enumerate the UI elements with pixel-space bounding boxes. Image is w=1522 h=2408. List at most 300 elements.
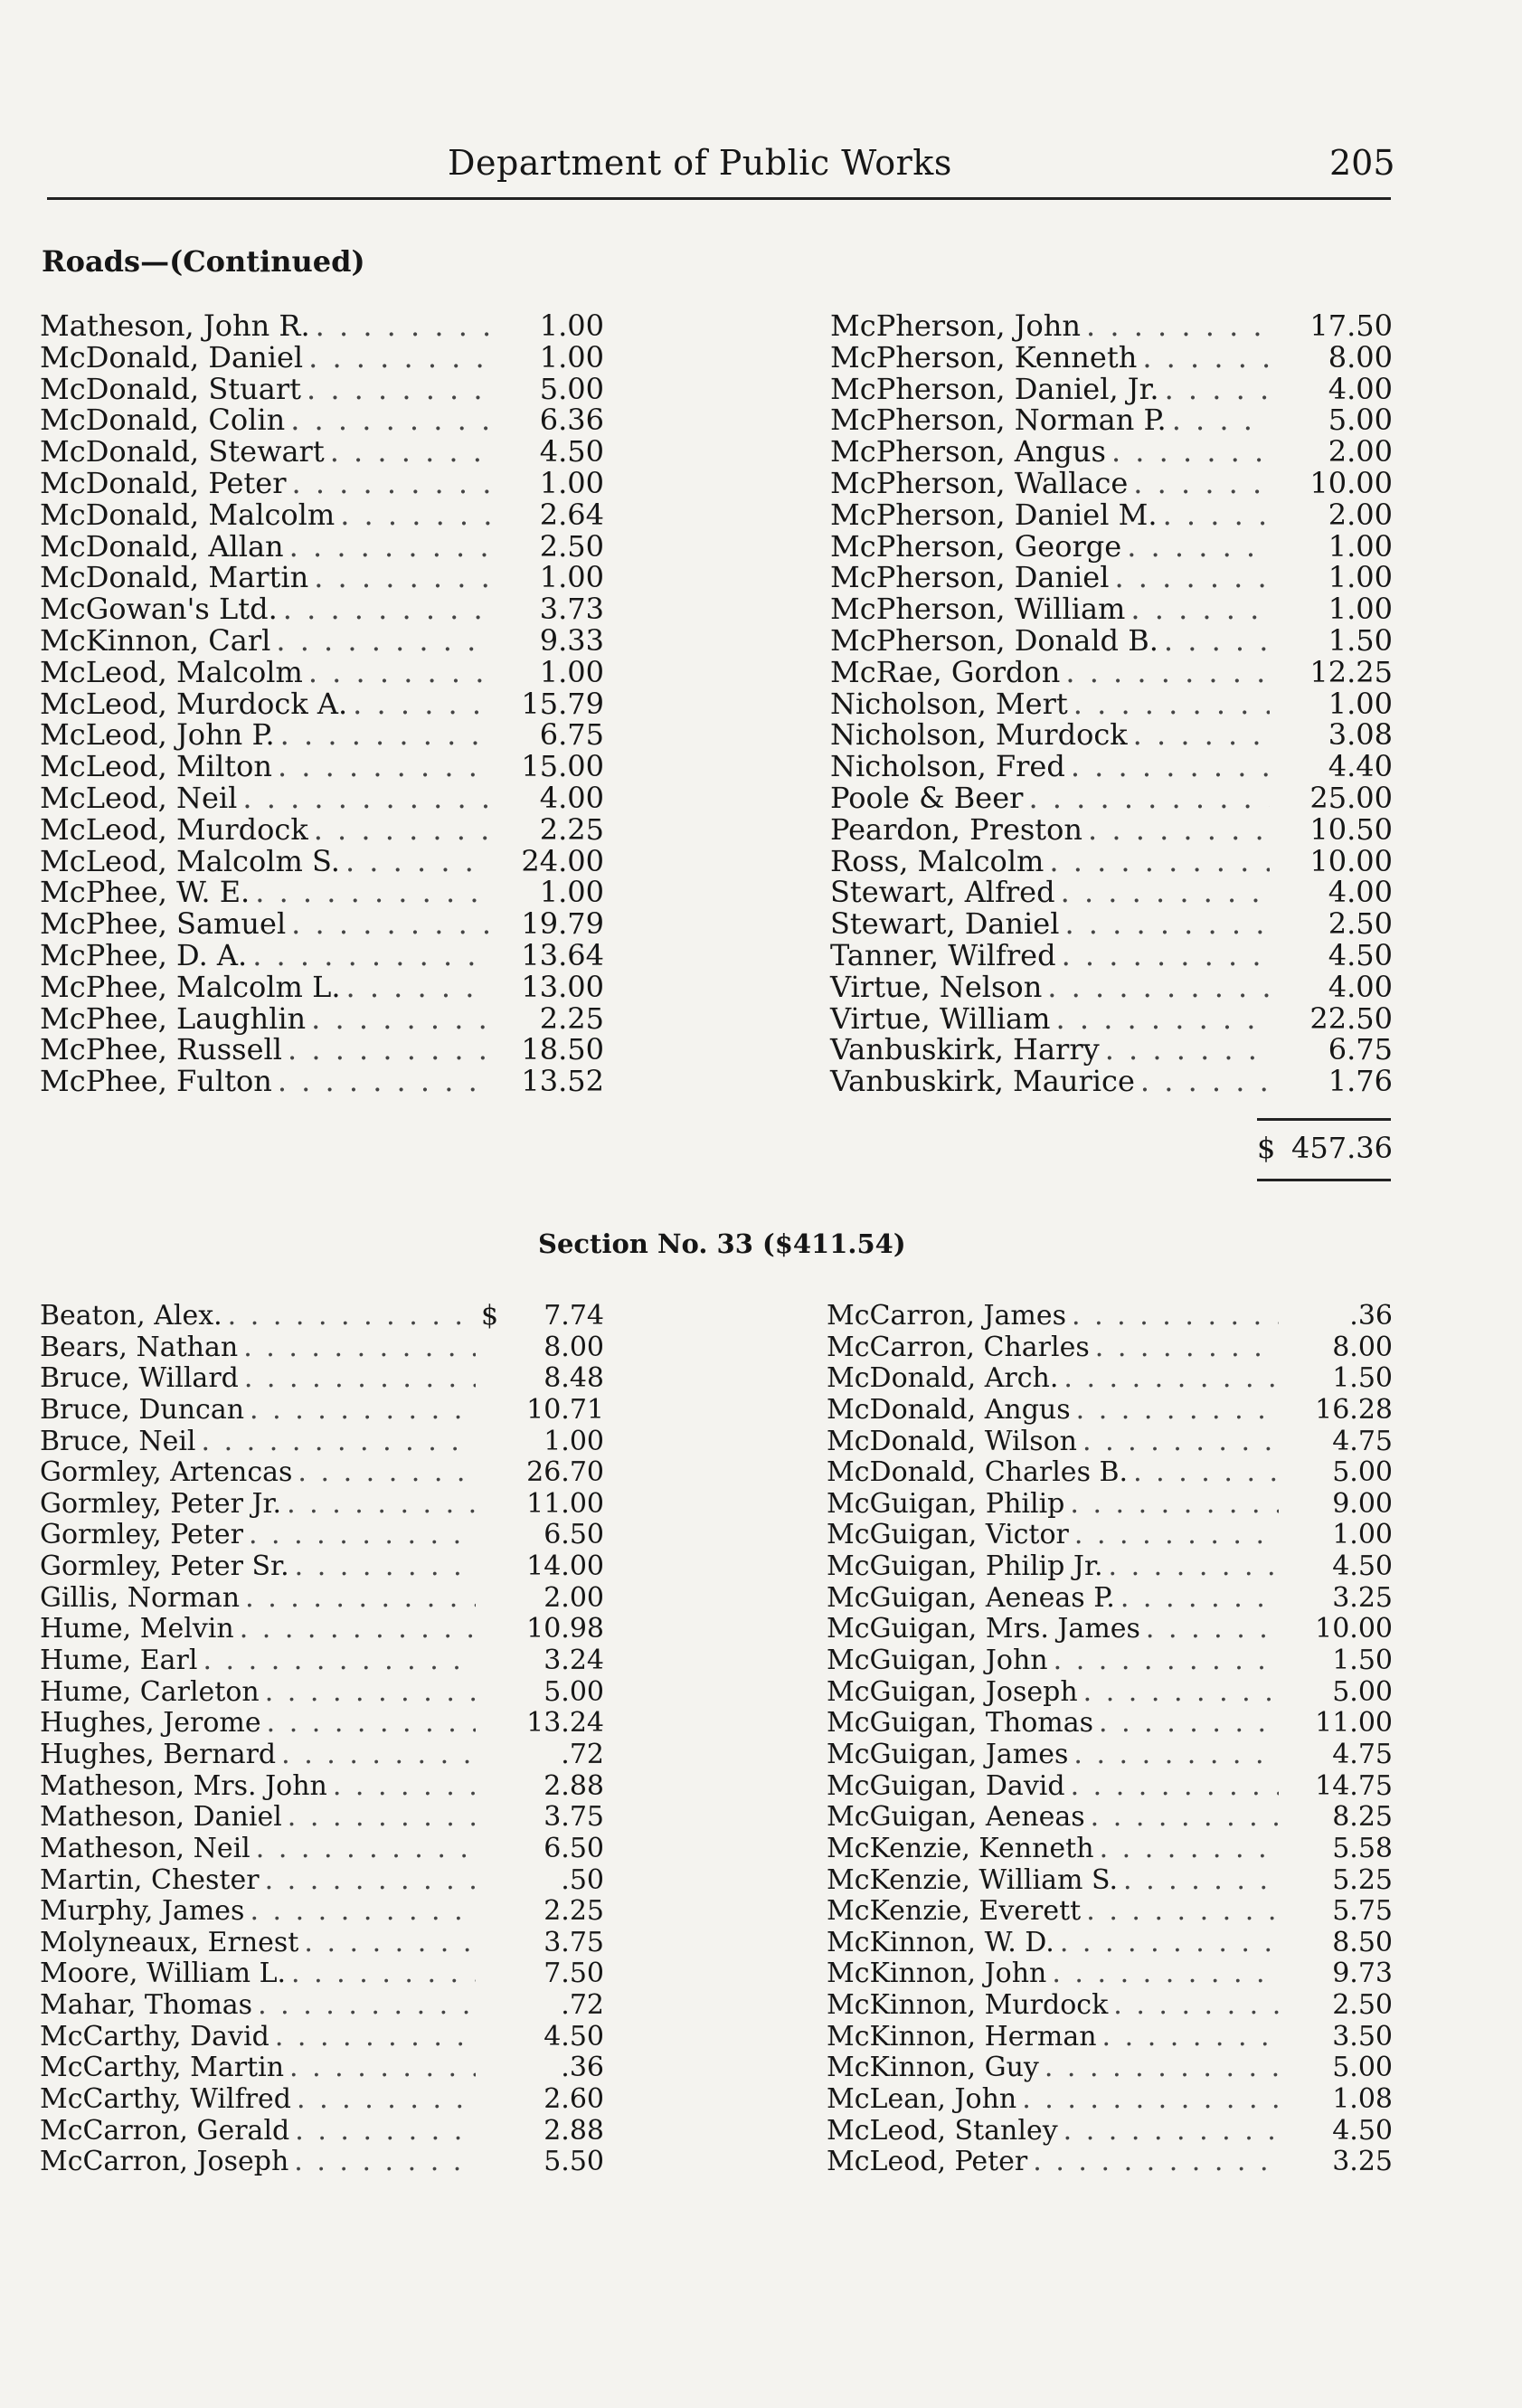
roads-continued-heading: Roads—(Continued) [42,244,365,279]
entry-name: McDonald, Charles B. [827,1456,1129,1489]
entry-amount: 12.25 [1309,654,1393,689]
entry-name: McPherson, Donald B. [830,622,1158,658]
list-item [40,1488,604,1520]
list-item [40,1645,604,1676]
entry-name: McKinnon, Murdock [827,1989,1109,2022]
entry-name: McGowan's Ltd. [40,592,278,627]
dot-leader [1033,2146,1279,2177]
entry-amount: 3.25 [1332,2146,1393,2178]
entry-amount: 2.25 [539,1000,604,1036]
entry-name: Hume, Carleton [40,1675,260,1708]
list-item [827,1833,1393,1864]
list-item [830,528,1393,564]
list-item [40,2146,604,2177]
list-item [830,497,1393,532]
roads-right-column [830,308,1393,1099]
dot-leader [1064,1362,1279,1394]
dot-leader [314,812,490,847]
list-item [827,1362,1393,1394]
entry-amount: 8.00 [1328,339,1393,374]
entry-amount: 10.00 [1309,465,1393,500]
dot-leader [307,372,490,406]
entry-amount: 16.28 [1315,1393,1393,1426]
entry-amount: 8.48 [544,1362,604,1395]
dot-leader [345,844,490,878]
entry-name: McCarron, Gerald [40,2114,290,2147]
dot-leader [203,1645,476,1676]
dot-leader [289,2052,476,2083]
entry-amount: .36 [561,2052,604,2084]
entry-amount: 1.50 [1332,1362,1393,1395]
list-item [830,466,1393,498]
dot-leader [278,1064,490,1098]
dot-leader [1091,1801,1279,1833]
entry-amount: 9.33 [539,622,604,658]
entry-name: Matheson, Mrs. John [40,1769,327,1802]
dot-leader [1054,1645,1279,1676]
entry-name: McGuigan, Mrs. James [827,1613,1140,1645]
entry-amount: 1.08 [1332,2083,1393,2116]
entry-name: McLeod, Murdock [40,811,308,847]
entry-name: McKenzie, Kenneth [827,1832,1094,1864]
dot-leader [1120,1582,1279,1614]
entry-amount: 3.75 [544,1801,604,1834]
list-item [827,1770,1393,1802]
entry-amount: 13.24 [526,1707,604,1740]
entry-name: McPhee, Russell [40,1032,282,1067]
entry-name: McGuigan, John [827,1645,1048,1677]
dot-leader [308,655,490,689]
entry-name: McCarron, Charles [827,1331,1090,1363]
list-item [827,1550,1393,1582]
entry-name: McDonald, Arch. [827,1362,1059,1395]
list-item [40,1676,604,1708]
entry-name: McLeod, John P. [40,717,275,753]
dot-leader [276,623,490,658]
entry-name: McCarron, James [827,1300,1067,1332]
entry-amount: 2.60 [544,2083,604,2116]
list-item [40,1426,604,1457]
entry-amount: 4.00 [539,780,604,815]
list-item [40,560,604,595]
entry-name: McPhee, W. E. [40,875,251,910]
dot-leader [1071,1770,1279,1802]
entry-amount: 4.00 [1328,875,1393,910]
entry-name: McPhee, Samuel [40,906,287,942]
entry-amount: .36 [1349,1300,1393,1332]
entry-name: Gormley, Peter [40,1519,243,1551]
entry-amount: 4.50 [1332,1550,1393,1583]
list-item [830,717,1393,753]
list-item [827,1739,1393,1770]
entry-amount: 3.08 [1328,717,1393,753]
total-rule-bottom [1257,1179,1391,1181]
dot-leader [242,781,490,815]
dot-leader [1133,1456,1279,1488]
list-item [827,1456,1393,1488]
entry-name: Gormley, Peter Sr. [40,1550,289,1583]
dot-leader [1100,1833,1279,1864]
entry-amount: 1.00 [539,654,604,689]
entry-name: Mahar, Thomas [40,1989,253,2022]
entry-amount: 1.00 [1328,560,1393,595]
entry-name: McPherson, Daniel [830,560,1110,595]
list-item [830,749,1393,784]
entry-name: McKinnon, Herman [827,2020,1097,2052]
entry-amount: 6.75 [1328,1032,1393,1067]
dot-leader [240,1613,476,1645]
list-item [827,1645,1393,1676]
list-item [40,1770,604,1802]
dot-leader [1142,340,1270,374]
entry-name: Nicholson, Murdock [830,717,1128,753]
dot-leader [283,592,490,626]
entry-amount: 5.00 [1332,2052,1393,2084]
list-item [827,1426,1393,1457]
list-item [830,371,1393,406]
list-item [827,1519,1393,1550]
entry-name: McGuigan, Philip Jr. [827,1550,1103,1583]
entry-amount: 22.50 [1309,1000,1393,1036]
entry-amount: 8.25 [1332,1801,1393,1834]
entry-amount: 3.50 [1332,2020,1393,2052]
entry-name: Beaton, Alex. [40,1300,222,1332]
entry-amount: 5.00 [1332,1456,1393,1489]
dot-leader [280,717,490,752]
list-item [40,969,604,1004]
entry-name: Bruce, Duncan [40,1393,245,1426]
list-item [40,1550,604,1582]
entry-name: Gillis, Norman [40,1581,241,1614]
dot-leader [255,875,490,909]
list-item [827,1582,1393,1614]
entry-amount: 2.64 [539,497,604,532]
entry-name: Nicholson, Fred [830,749,1065,784]
dot-leader [267,1707,476,1739]
entry-amount: 14.00 [526,1550,604,1583]
list-item [40,1362,604,1394]
entry-amount: 2.00 [1328,497,1393,532]
list-item [40,1958,604,1989]
roads-left-column [40,308,604,1099]
dot-leader [1049,844,1270,878]
entry-amount: 5.00 [1332,1675,1393,1708]
entry-amount: 8.00 [1332,1331,1393,1363]
dot-leader [1140,1064,1270,1098]
entry-amount: 9.73 [1332,1958,1393,1990]
entry-name: McDonald, Wilson [827,1425,1077,1457]
list-item [830,340,1393,372]
entry-name: McPherson, John [830,308,1082,343]
dot-leader [1086,308,1270,343]
entry-amount: 8.50 [1332,1926,1393,1958]
dot-leader [289,529,490,564]
entry-amount: 1.00 [544,1425,604,1457]
list-item [40,875,604,910]
entry-amount: 4.50 [1332,2114,1393,2147]
list-item [827,2115,1393,2147]
dot-leader [228,1300,476,1332]
list-item [40,1582,604,1614]
entry-name: Martin, Chester [40,1863,260,1896]
dot-leader [250,1895,476,1927]
list-item [827,1676,1393,1708]
entry-name: Stewart, Alfred [830,875,1055,910]
list-item [827,1300,1393,1332]
dot-leader [1114,560,1270,594]
dot-leader [345,970,490,1004]
list-item [40,1519,604,1550]
entry-name: McPherson, Kenneth [830,339,1138,374]
entry-amount: .50 [561,1863,604,1896]
dot-leader [1088,812,1270,847]
entry-name: McPherson, Wallace [830,465,1129,500]
entry-name: Bruce, Neil [40,1425,196,1457]
dot-leader [1061,875,1270,909]
dot-leader [1102,2021,1279,2052]
entry-amount: 11.00 [526,1487,604,1520]
header-rule [47,197,1391,200]
dot-leader [1172,403,1270,437]
dot-leader [1165,372,1270,406]
dot-leader [290,403,490,437]
dot-leader [288,1032,490,1067]
list-item [830,560,1393,595]
entry-name: Stewart, Daniel [830,906,1060,942]
dot-leader [1064,2115,1279,2147]
dot-leader [316,308,490,343]
dot-leader [1130,592,1270,626]
list-item [830,1064,1393,1099]
entry-amount: 25.00 [1309,780,1393,815]
entry-name: McPherson, Daniel M. [830,497,1158,532]
dot-leader [294,2146,476,2177]
dot-leader [1113,1989,1279,2021]
list-item [827,1989,1393,2021]
entry-name: McLean, John [827,2083,1017,2116]
entry-amount: 17.50 [1309,308,1393,343]
list-item [40,1613,604,1645]
entry-name: Tanner, Wilfred [830,937,1056,972]
dot-leader [1072,1300,1279,1332]
entry-name: Vanbuskirk, Harry [830,1032,1100,1067]
entry-name: McRae, Gordon [830,654,1061,689]
list-item [830,1000,1393,1036]
list-item [40,1707,604,1739]
entry-name: Hume, Earl [40,1645,198,1677]
entry-amount: 11.00 [1315,1707,1393,1740]
dot-leader [1082,1426,1279,1457]
list-item [830,434,1393,469]
dot-leader [258,1989,476,2021]
list-item [40,1895,604,1927]
list-item [830,938,1393,970]
entry-name: McLeod, Milton [40,749,272,784]
dot-leader [1070,1488,1279,1520]
dot-leader [1065,655,1270,689]
list-item [40,622,604,658]
entry-name: McGuigan, Joseph [827,1675,1078,1708]
entry-amount: 1.50 [1328,622,1393,658]
entry-amount: 5.25 [1332,1863,1393,1896]
list-item [40,497,604,532]
entry-name: McDonald, Colin [40,403,286,438]
dot-leader [1127,529,1270,564]
list-item [40,2083,604,2115]
dot-leader [245,1582,476,1614]
dot-leader [1109,1550,1279,1582]
dot-leader [1133,466,1270,500]
dot-leader [291,906,490,941]
dot-leader [1105,1032,1270,1067]
list-item [827,2052,1393,2083]
entry-amount: 4.50 [544,2020,604,2052]
entry-name: Hughes, Bernard [40,1738,277,1770]
entry-amount: 1.00 [1332,1519,1393,1551]
list-item [40,1000,604,1036]
entry-amount: 3.25 [1332,1581,1393,1614]
entry-amount: 10.98 [526,1613,604,1645]
dot-leader [1060,1927,1279,1958]
entry-amount: 2.00 [544,1581,604,1614]
dot-leader [287,1488,476,1520]
section-33-left-column [40,1300,604,2177]
dot-leader [1111,434,1270,469]
entry-name: McDonald, Stewart [40,434,325,469]
list-item [827,2146,1393,2177]
list-item [40,844,604,876]
dot-leader [1083,1676,1279,1708]
list-item [827,1488,1393,1520]
entry-amount: 5.00 [1328,403,1393,438]
dot-leader [1071,749,1270,783]
entry-amount: 7.50 [544,1958,604,1990]
list-item [40,466,604,498]
list-item [40,1801,604,1833]
list-item [40,434,604,469]
entry-amount: 1.00 [1328,686,1393,721]
list-item [40,2021,604,2052]
entry-amount: 1.00 [1328,592,1393,627]
dot-leader [1099,1707,1279,1739]
dot-leader [250,1394,476,1426]
list-item [40,906,604,942]
list-item [830,308,1393,343]
entry-name: Virtue, William [830,1000,1051,1036]
dot-leader [202,1426,476,1457]
entry-amount: 10.00 [1309,843,1393,878]
list-item [827,1864,1393,1896]
entry-name: Hughes, Jerome [40,1707,261,1740]
entry-name: Murphy, James [40,1895,245,1928]
list-item [40,1833,604,1864]
list-item [40,1739,604,1770]
list-item [827,1332,1393,1363]
entry-amount: 6.50 [544,1519,604,1551]
list-item [827,1958,1393,1989]
entry-name: McCarthy, Martin [40,2052,285,2084]
list-item [40,780,604,815]
dot-leader [1086,1895,1279,1927]
entry-amount: 8.00 [544,1331,604,1363]
roads-total-currency: $ [1257,1131,1276,1165]
entry-name: McDonald, Daniel [40,339,304,374]
dot-leader [297,2083,476,2115]
entry-name: Virtue, Nelson [830,969,1043,1004]
entry-amount: 24.00 [521,843,604,878]
entry-name: McKinnon, Carl [40,622,271,658]
dot-leader [304,1927,476,1958]
entry-name: Poole & Beer [830,780,1024,815]
list-item [40,2052,604,2083]
dot-leader [256,1833,476,1864]
list-item [827,1394,1393,1426]
entry-amount: 2.88 [544,2114,604,2147]
dot-leader [1022,2083,1279,2115]
entry-name: Matheson, Neil [40,1832,251,1864]
entry-name: McPherson, Norman P. [830,403,1167,438]
dot-leader [1073,1739,1279,1770]
entry-name: McPhee, Fulton [40,1064,272,1099]
entry-name: Bears, Nathan [40,1331,239,1363]
entry-name: McGuigan, Victor [827,1519,1069,1551]
list-item [830,906,1393,942]
entry-name: Moore, William L. [40,1958,287,1990]
dot-leader [1045,2052,1279,2083]
entry-amount: 4.50 [1328,937,1393,972]
entry-name: McPhee, Malcolm L. [40,969,341,1004]
entry-name: McDonald, Peter [40,465,287,500]
entry-amount: 15.00 [521,749,604,784]
entry-currency: $ [481,1300,499,1332]
entry-amount: 19.79 [521,906,604,942]
page-number: 205 [1329,143,1395,183]
entry-amount: 3.75 [544,1926,604,1958]
dot-leader [244,1362,476,1394]
dot-leader [330,434,490,469]
list-item [40,1064,604,1099]
entry-name: McGuigan, Aeneas [827,1801,1085,1834]
list-item [40,686,604,721]
list-item [40,1927,604,1958]
entry-amount: 6.75 [539,717,604,753]
list-item [40,340,604,372]
dot-leader [265,1676,476,1708]
entry-name: Gormley, Artencas [40,1456,293,1489]
entry-name: McLeod, Malcolm [40,654,303,689]
list-item [40,2115,604,2147]
entry-name: McGuigan, David [827,1769,1065,1802]
list-item [40,1394,604,1426]
entry-amount: 15.79 [521,686,604,721]
dot-leader [314,560,490,594]
entry-amount: 1.00 [539,339,604,374]
list-item [830,811,1393,847]
dot-leader [1164,623,1270,658]
entry-name: McCarthy, Wilfred [40,2083,292,2116]
entry-amount: 18.50 [521,1032,604,1067]
entry-amount: 4.75 [1332,1738,1393,1770]
section-33-heading: Section No. 33 ($411.54) [538,1228,906,1259]
entry-name: McPherson, Angus [830,434,1106,469]
entry-name: McDonald, Allan [40,528,284,564]
list-item [830,1032,1393,1067]
dot-leader [252,938,490,972]
list-item [40,528,604,564]
dot-leader [1062,938,1270,972]
list-item [830,780,1393,815]
list-item [830,875,1393,910]
